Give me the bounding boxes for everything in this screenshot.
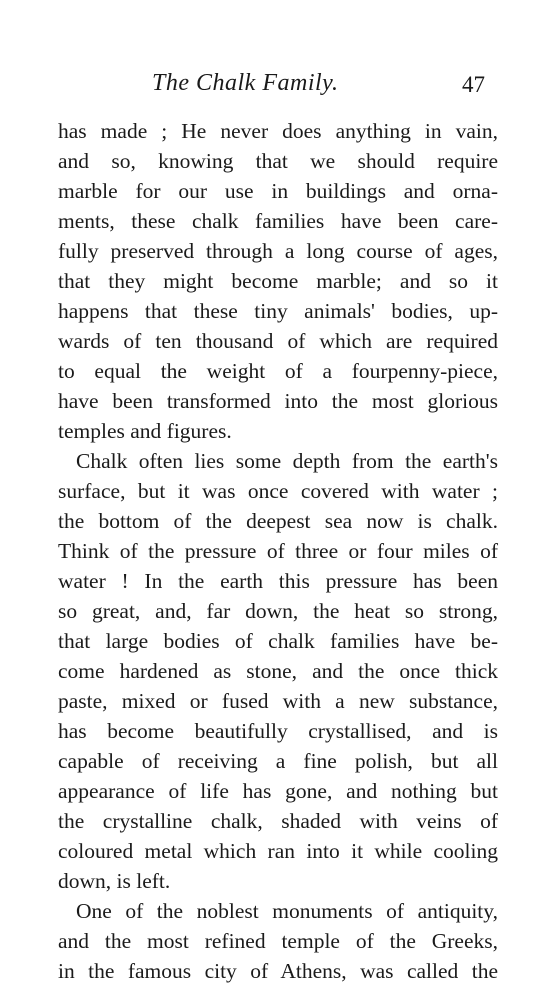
- text-line: the bottom of the deepest sea now is chalk.: [58, 509, 498, 533]
- paragraph: [58, 116, 498, 446]
- text-line: in the famous city of Athens, was called the: [58, 959, 498, 983]
- text-line: wards of ten thousand of which are required: [58, 329, 498, 353]
- text-line: that large bodies of chalk families have be-: [58, 629, 498, 653]
- text-line: fully preserved through a long course of ages,: [58, 239, 498, 263]
- text-line: has made ; He never does anything in vain,: [58, 119, 498, 143]
- paragraph: [58, 446, 498, 896]
- text-line: surface, but it was once covered with water ;: [58, 479, 498, 503]
- text-line: temples and figures.: [58, 419, 232, 443]
- text-line: come hardened as stone, and the once thick: [58, 659, 498, 683]
- text-line: Chalk often lies some depth from the earth's: [76, 449, 498, 473]
- text-line: down, is left.: [58, 869, 171, 893]
- text-line: Think of the pressure of three or four miles of: [58, 539, 498, 563]
- paragraph: [58, 896, 498, 986]
- text-line: paste, mixed or fused with a new substance,: [58, 689, 498, 713]
- text-line: has become beautifully crystallised, and is: [58, 719, 498, 743]
- text-line: have been transformed into the most glorious: [58, 389, 498, 413]
- page-header: [0, 70, 559, 102]
- body-text: [58, 116, 498, 986]
- text-line: coloured metal which ran into it while cooling: [58, 839, 498, 863]
- text-line: that they might become marble; and so it: [58, 269, 498, 293]
- page-number: 47: [462, 72, 485, 97]
- text-line: water ! In the earth this pressure has been: [58, 569, 498, 593]
- text-line: capable of receiving a fine polish, but all: [58, 749, 498, 773]
- text-line: and the most refined temple of the Greeks,: [58, 929, 498, 953]
- text-line: ments, these chalk families have been care-: [58, 209, 498, 233]
- text-line: appearance of life has gone, and nothing but: [58, 779, 498, 803]
- text-line: the crystalline chalk, shaded with veins of: [58, 809, 498, 833]
- text-line: One of the noblest monuments of antiquity,: [76, 899, 498, 923]
- text-line: happens that these tiny animals' bodies, up-: [58, 299, 498, 323]
- text-line: marble for our use in buildings and orna-: [58, 179, 498, 203]
- text-line: so great, and, far down, the heat so strong,: [58, 599, 498, 623]
- text-line: to equal the weight of a fourpenny-piece,: [58, 359, 498, 383]
- text-line: and so, knowing that we should require: [58, 149, 498, 173]
- running-title: The Chalk Family.: [152, 70, 339, 96]
